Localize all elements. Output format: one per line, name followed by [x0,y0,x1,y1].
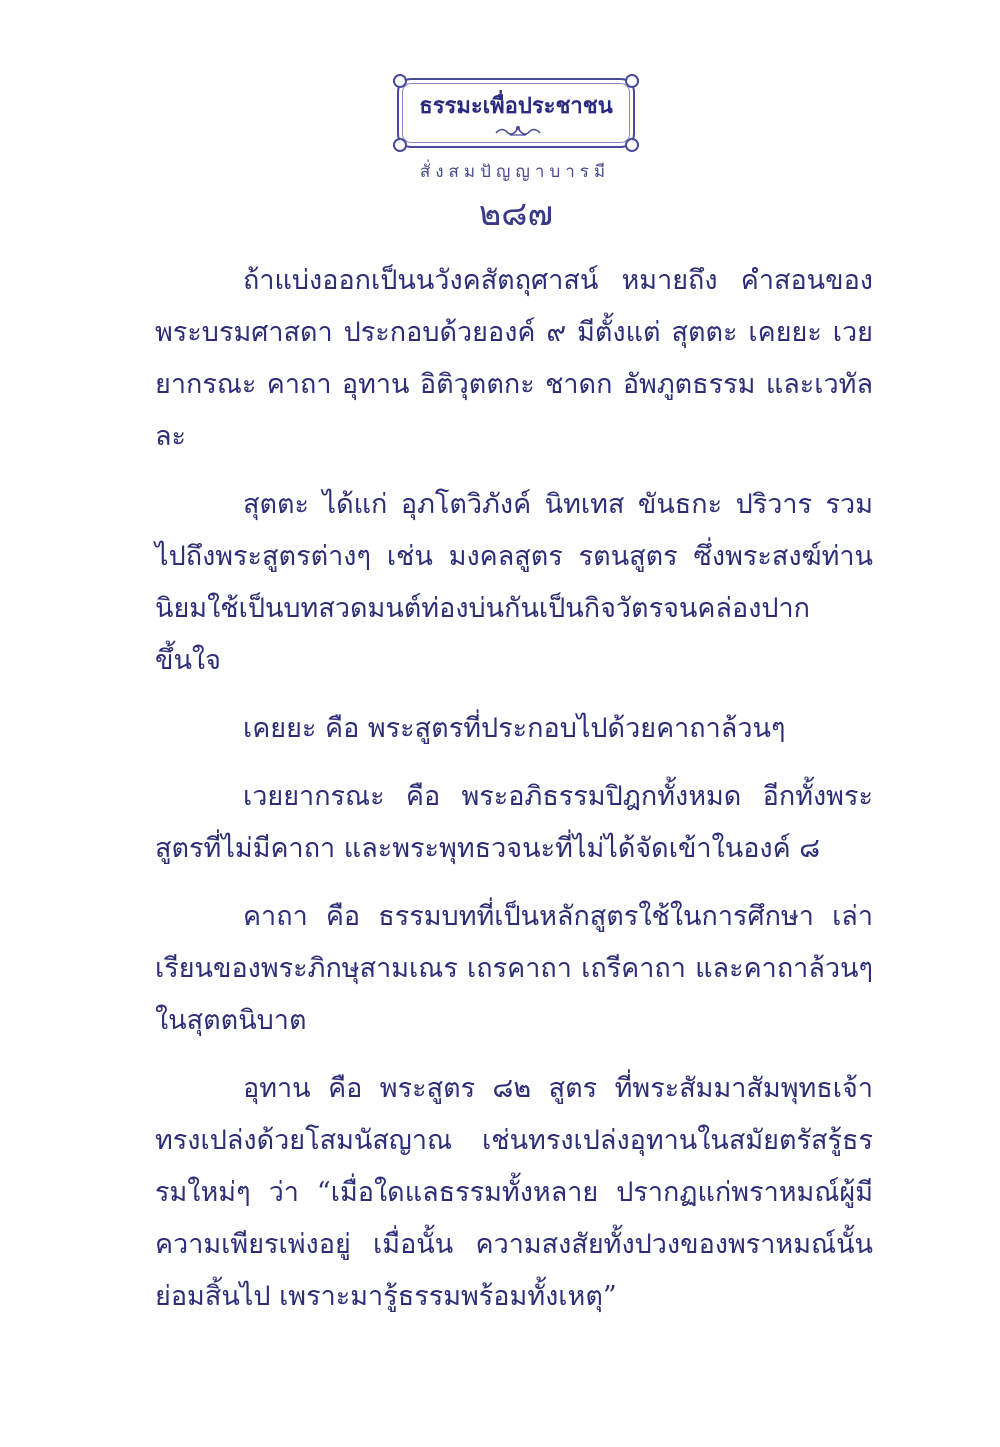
paragraph: เคยยะ คือ พระสูตรที่ประกอบไปด้วยคาถาล้วนๆ [243,713,786,744]
paragraph: คาถา คือ ธรรมบทที่เป็นหลักสูตรใช้ในการศึกษา เล่าเรียนของพระภิกษุสามเณร เถรคาถา เถรีคาถา และคาถาล้วนๆ ในสุตตนิบาต [155,901,873,1036]
flourish-ornament-icon [494,124,542,138]
paragraph: อุทาน คือ พระสูตร ๘๒ สูตร ที่พระสัมมาสัมพุทธเจ้าทรงเปล่งด้วยโสมนัสญาณ เช่นทรงเปล่งอุทานในสมัยตรัสรู้ธรรมใหม่ๆ ว่า “เมื่อใดแลธรรมทั้งหลาย ปรากฏแก่พราหมณ์ผู้มีความเพียรเพ่งอยู่ เมื่อนั้น ความสงสัยทั้งปวงของพราหมณ์นั้นย่อมสิ้นไป เพราะมารู้ธรรมพร้อมทั้งเหตุ” [155,1073,873,1312]
paragraph: สุตตะ ได้แก่ อุภโตวิภังค์ นิทเทส ขันธกะ ปริวาร รวมไปถึงพระสูตรต่างๆ เช่น มงคลสูตร รตนสูตร ซึ่งพระสงฆ์ท่านนิยมใช้เป็นบทสวดมนต์ท่องบ่นกันเป็นกิจวัตรจนคล่องปากขึ้นใจ [155,489,873,676]
logo-corner-ornament [393,74,407,88]
paragraph: ถ้าแบ่งออกเป็นนวังคสัตถุศาสน์ หมายถึง คำสอนของพระบรมศาสดา ประกอบด้วยองค์ ๙ มีตั้งแต่ สุตตะ เคยยะ เวยยากรณะ คาถา อุทาน อิติวุตตกะ ชาดก อัพภูตธรรม และเวทัลละ [155,265,873,452]
body-text [155,255,873,1339]
logo-corner-ornament [393,138,407,152]
paragraph: เวยยากรณะ คือ พระอภิธรรมปิฎกทั้งหมด อีกทั้งพระสูตรที่ไม่มีคาถา และพระพุทธวจนะที่ไม่ได้จัดเข้าในองค์ ๘ [155,781,873,864]
logo-corner-ornament [625,138,639,152]
logo-corner-ornament [625,74,639,88]
page-number: ๒๘๗ [478,194,554,234]
book-subtitle: สั่งสมปัญญาบารมี [419,162,611,182]
series-logo [397,78,635,148]
logo-title: ธรรมะเพื่อประชาชน [419,94,613,119]
